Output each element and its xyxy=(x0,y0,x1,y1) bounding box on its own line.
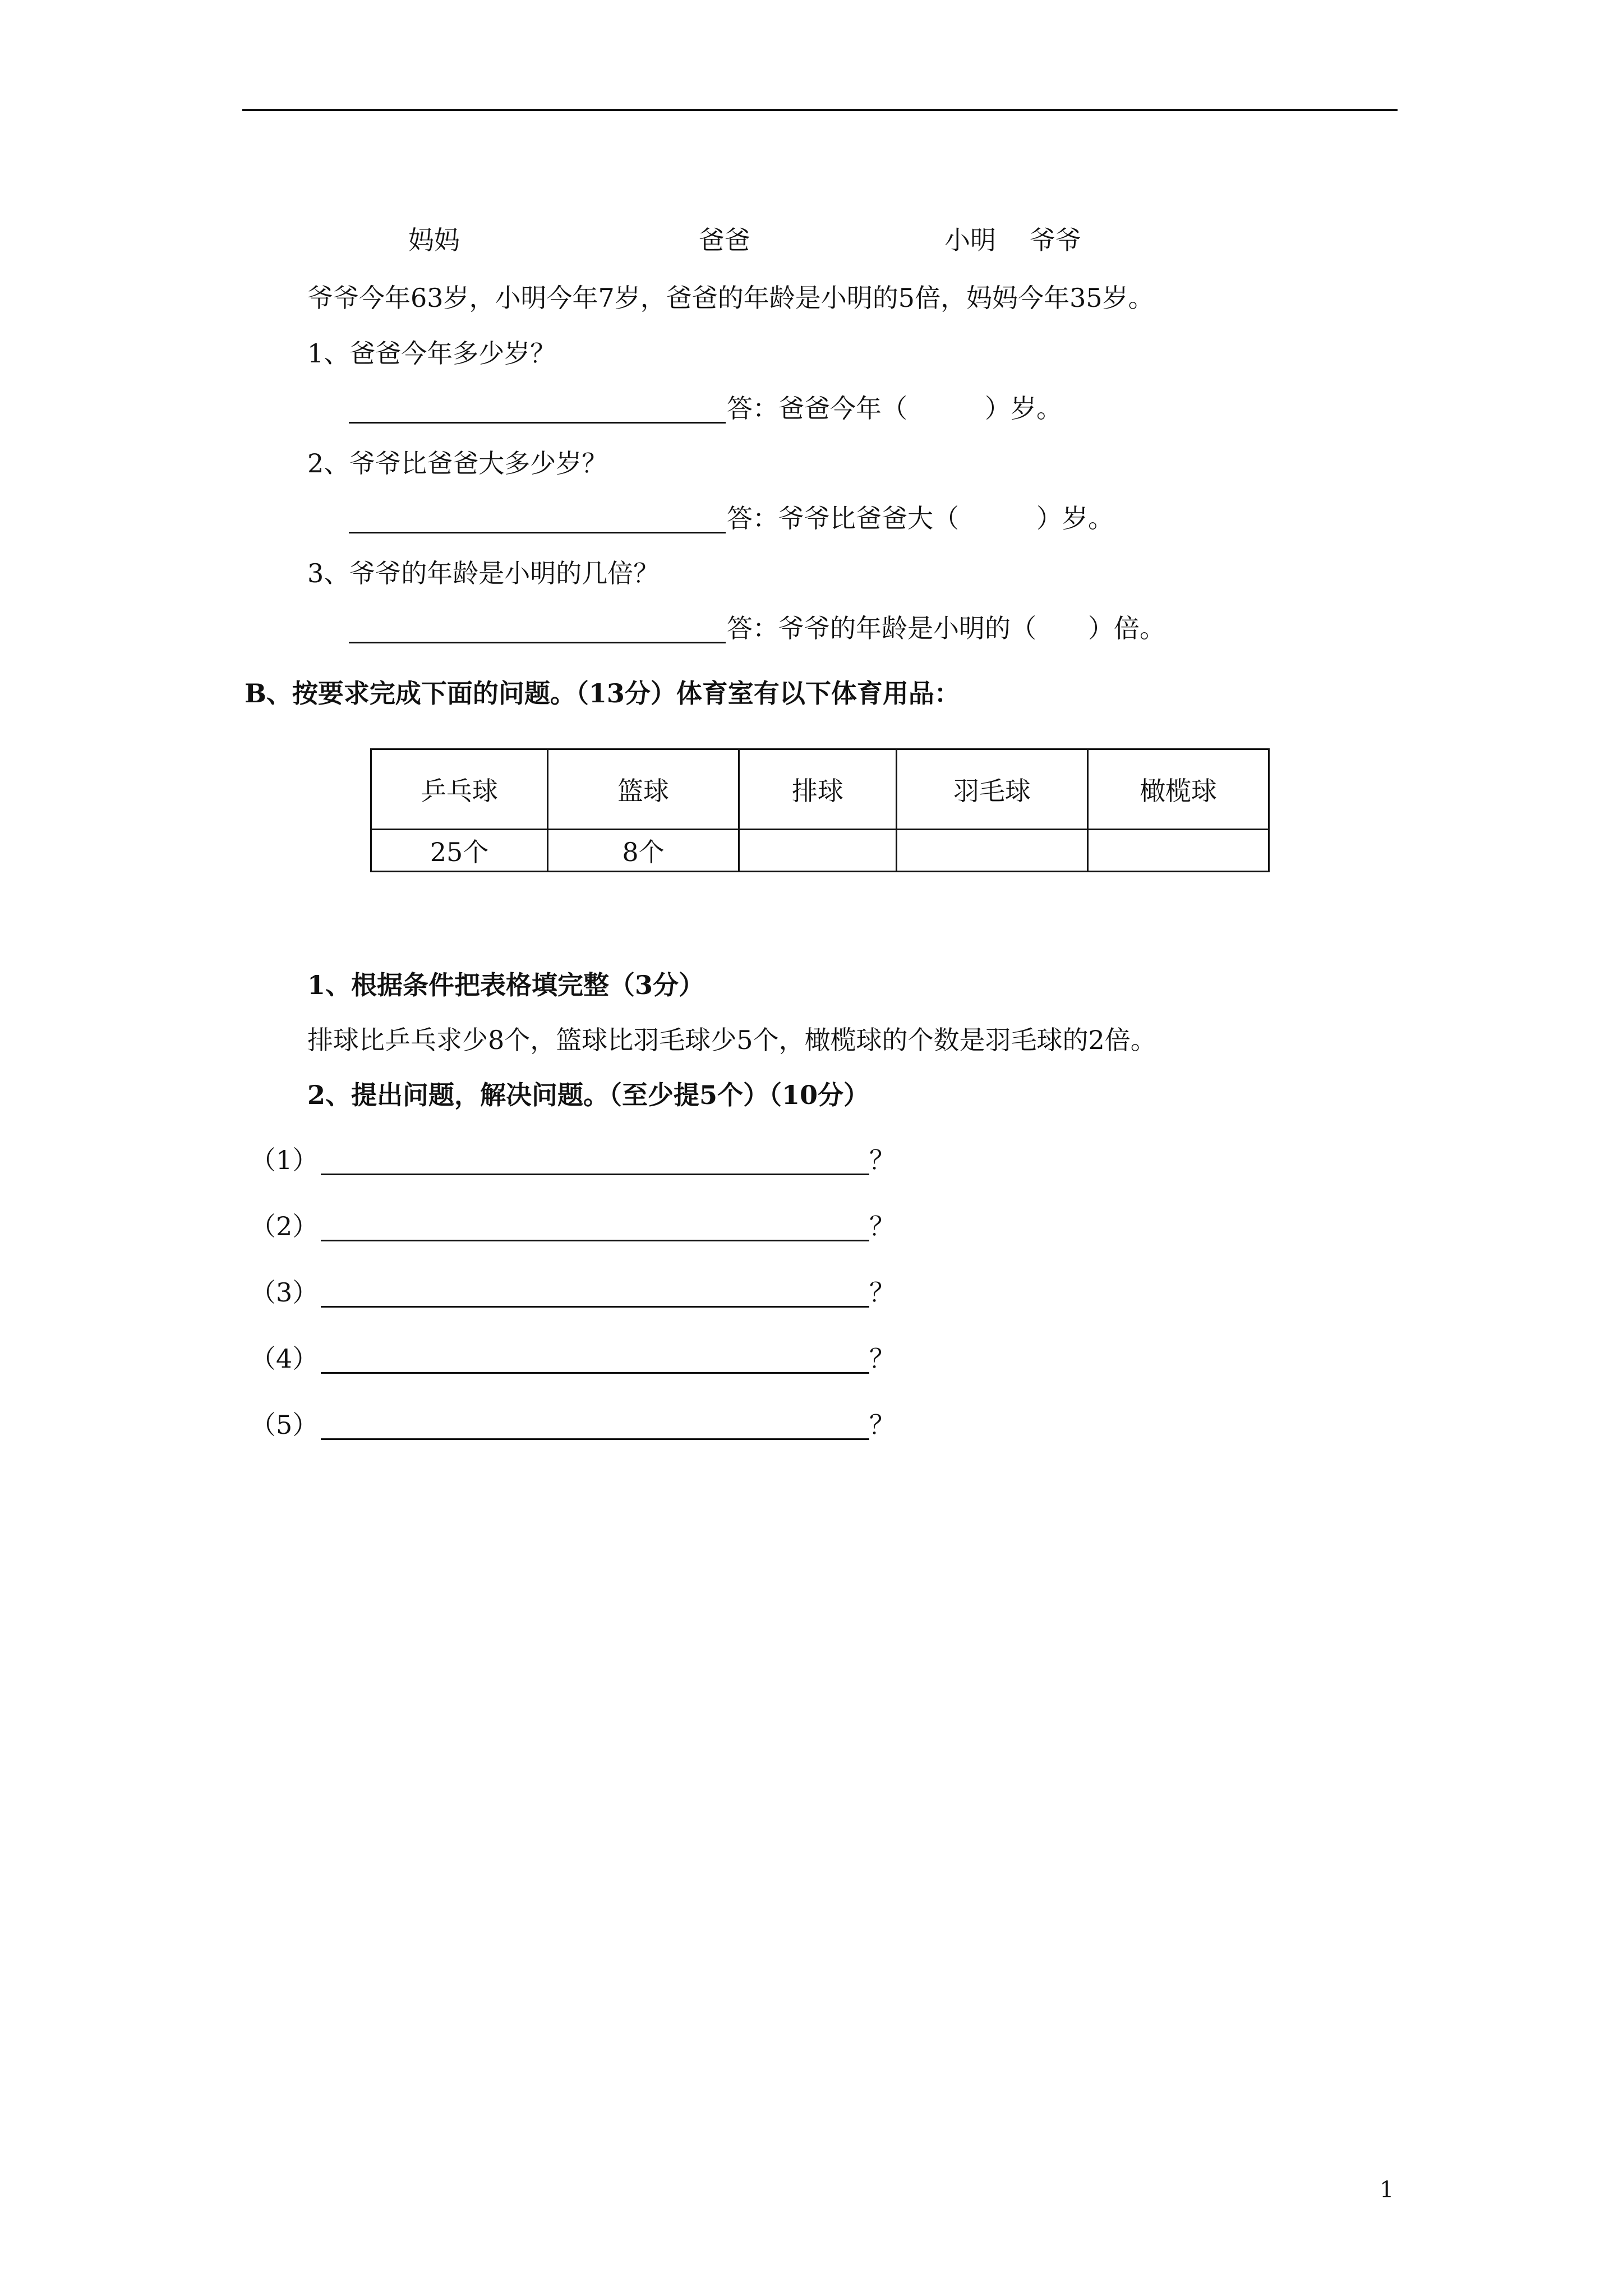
sports-equipment-table xyxy=(370,748,1270,872)
table-header-cell: 橄榄球 xyxy=(1088,749,1269,830)
question-line[interactable] xyxy=(321,1372,869,1374)
item-label: （2） xyxy=(250,1211,319,1241)
section-b-title: B、按要求完成下面的问题。（13分）体育室有以下体育用品： xyxy=(245,678,960,708)
item-label: （1） xyxy=(250,1145,319,1175)
question-mark: ？ xyxy=(869,1145,895,1175)
answer-line-2[interactable] xyxy=(349,532,726,533)
label-grandpa: 爷爷 xyxy=(1030,225,1081,255)
part-2-title: 2、提出问题，解决问题。（至少提5个）（10分） xyxy=(307,1080,870,1110)
header-rule xyxy=(242,109,1398,111)
item-label: （3） xyxy=(250,1277,319,1308)
question-line[interactable] xyxy=(321,1174,869,1175)
page-number: 1 xyxy=(1380,2177,1394,2203)
part-1-title: 1、根据条件把表格填完整（3分） xyxy=(307,970,705,1000)
question-line[interactable] xyxy=(321,1438,869,1440)
table-header-cell: 乒乓球 xyxy=(371,749,548,830)
part-1-conditions: 排球比乒乓求少8个，篮球比羽毛球少5个，橄榄球的个数是羽毛球的2倍。 xyxy=(307,1025,1156,1055)
table-header-cell: 篮球 xyxy=(548,749,739,830)
table-header-cell: 羽毛球 xyxy=(897,749,1088,830)
answer-1: 答：爸爸今年（ ）岁。 xyxy=(727,393,1062,424)
label-xiaoming: 小明 xyxy=(944,225,996,255)
item-label: （5） xyxy=(250,1410,319,1440)
question-mark: ？ xyxy=(869,1343,895,1374)
table-value-cell: 8个 xyxy=(548,830,739,872)
question-line[interactable] xyxy=(321,1240,869,1241)
question-line[interactable] xyxy=(321,1306,869,1308)
table-value-cell[interactable] xyxy=(739,830,897,872)
question-3: 3、爷爷的年龄是小明的几倍？ xyxy=(307,558,660,588)
answer-line-1[interactable] xyxy=(349,422,726,424)
answer-line-3[interactable] xyxy=(349,642,726,643)
table-value-cell: 25个 xyxy=(371,830,548,872)
question-mark: ？ xyxy=(869,1211,895,1241)
answer-3: 答：爷爷的年龄是小明的（ ）倍。 xyxy=(727,613,1165,643)
table-value-cell[interactable] xyxy=(897,830,1088,872)
table-header-row xyxy=(371,749,1269,830)
question-mark: ？ xyxy=(869,1410,895,1440)
label-mom: 妈妈 xyxy=(408,225,460,255)
table-value-cell[interactable] xyxy=(1088,830,1269,872)
intro-text: 爷爷今年63岁，小明今年7岁，爸爸的年龄是小明的5倍，妈妈今年35岁。 xyxy=(307,283,1154,313)
question-1: 1、爸爸今年多少岁？ xyxy=(307,338,556,369)
item-label: （4） xyxy=(250,1343,319,1374)
question-2: 2、爷爷比爸爸大多少岁？ xyxy=(307,448,608,478)
table-header-cell: 排球 xyxy=(739,749,897,830)
question-mark: ？ xyxy=(869,1277,895,1308)
answer-2: 答：爷爷比爸爸大（ ）岁。 xyxy=(727,503,1114,533)
table-value-row xyxy=(371,830,1269,872)
label-dad: 爸爸 xyxy=(699,225,750,255)
